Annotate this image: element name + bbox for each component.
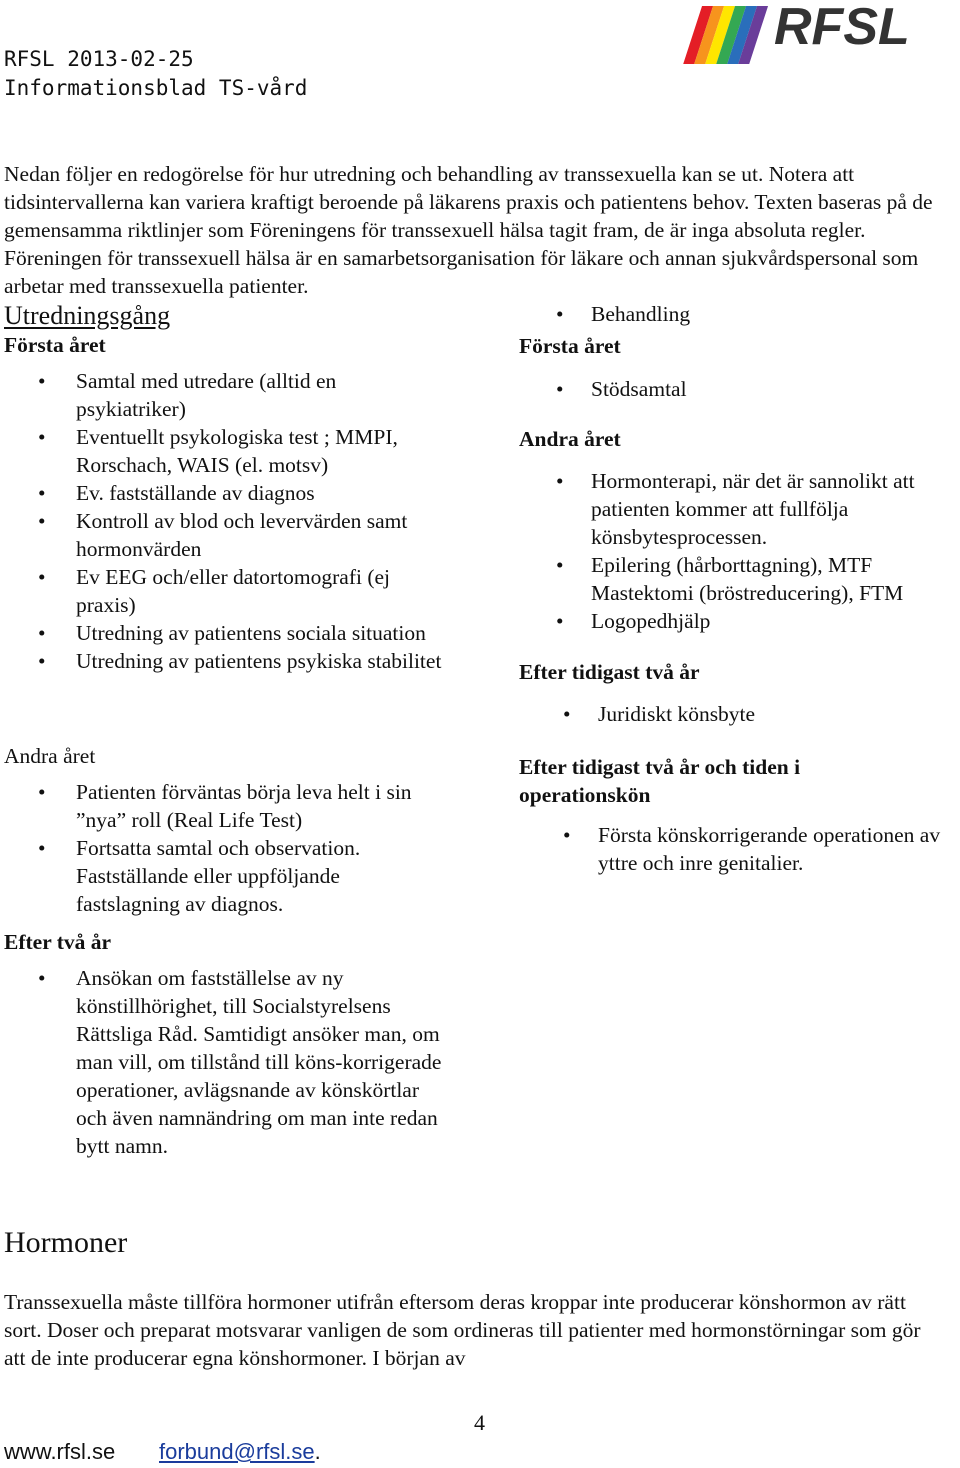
list-item: • Hormonterapi, när det är sannolikt att patienten kommer att fullfölja könsbytesprocessen. bbox=[591, 467, 960, 551]
list-item: • Ansökan om fastställelse av ny könstillhörighet, till Socialstyrelsens Rättsliga Råd. Samtidigt ansöker man, om man vill, om tillstånd till köns-korrigerade operationer, avlägsnande av könskörtlar och även namnändring om man inte redan bytt namn. bbox=[76, 964, 446, 1160]
list-item: • Eventuellt psykologiska test ; MMPI, Rorschach, WAIS (el. motsv) bbox=[76, 423, 446, 479]
right-section-title: Efter tidigast två år och tiden i operationskön bbox=[519, 755, 801, 807]
left-section-title: Andra året bbox=[4, 744, 96, 768]
left-heading: Utredningsgång bbox=[4, 301, 171, 330]
right-section-title: Andra året bbox=[519, 427, 621, 451]
right-heading: • Behandling bbox=[591, 300, 951, 328]
rainbow-logo-icon bbox=[678, 0, 960, 70]
footer-email-link[interactable]: forbund@rfsl.se bbox=[159, 1439, 315, 1464]
page-number: 4 bbox=[474, 1410, 485, 1435]
right-section-title: Första året bbox=[519, 334, 621, 358]
list-item: • Ev. fastställande av diagnos bbox=[76, 479, 446, 507]
right-list-second-year bbox=[591, 467, 960, 635]
list-item: • Kontroll av blod och levervärden samt hormonvärden bbox=[76, 507, 446, 563]
footer-website[interactable]: www.rfsl.se bbox=[4, 1439, 116, 1464]
document-type: Informationsblad TS-vård bbox=[4, 76, 308, 100]
right-heading-list bbox=[591, 300, 951, 328]
hormoner-paragraph: Transsexuella måste tillföra hormoner utifrån eftersom deras kroppar inte producerar könshormon av rätt sort. Doser och preparat motsvarar vanligen de som ordineras till patienter med hormonstörningar som gör att de inte producerar egna könshormoner. I början av bbox=[4, 1290, 921, 1370]
list-item: • Stödsamtal bbox=[591, 375, 951, 403]
rfsl-logo bbox=[678, 0, 960, 70]
document-date: RFSL 2013-02-25 bbox=[4, 47, 194, 71]
list-item: • Ev EEG och/eller datortomografi (ej praxis) bbox=[76, 563, 446, 619]
right-list-legal bbox=[598, 700, 958, 728]
list-item: • Första könskorrigerande operationen av yttre och inre genitalier. bbox=[598, 821, 960, 877]
right-list-surgery bbox=[598, 821, 960, 877]
list-item: • Fortsatta samtal och observation. Fastställande eller uppföljande fastslagning av diagnos. bbox=[76, 834, 446, 918]
list-item: • Utredning av patientens sociala situation bbox=[76, 619, 446, 647]
list-item: • Patienten förväntas börja leva helt i sin ”nya” roll (Real Life Test) bbox=[76, 778, 446, 834]
left-list-first-year bbox=[76, 367, 446, 675]
left-section-title: Första året bbox=[4, 333, 106, 357]
right-list-first-year bbox=[591, 375, 951, 403]
footer-email-suffix: . bbox=[314, 1439, 321, 1464]
right-section-title: Efter tidigast två år bbox=[519, 660, 700, 684]
list-item: • Juridiskt könsbyte bbox=[598, 700, 958, 728]
list-item: • Logopedhjälp bbox=[591, 607, 960, 635]
left-list-second-year bbox=[76, 778, 446, 918]
list-item: • Epilering (hårborttagning), MTF Mastektomi (bröstreducering), FTM bbox=[591, 551, 960, 607]
list-item: • Utredning av patientens psykiska stabilitet bbox=[76, 647, 446, 675]
section-heading-hormoner: Hormoner bbox=[4, 1226, 128, 1259]
left-section-title: Efter två år bbox=[4, 930, 112, 954]
list-item: • Samtal med utredare (alltid en psykiatriker) bbox=[76, 367, 446, 423]
logo-text: RFSL bbox=[774, 0, 910, 56]
left-list-after-two-years bbox=[76, 964, 446, 1160]
intro-paragraph: Nedan följer en redogörelse för hur utredning och behandling av transsexuella kan se ut. Notera att tidsintervallerna kan variera kraftigt beroende på läkarens praxis och patientens behov. Texten baseras på de gemensamma riktlinjer som Föreningens för transsexuell hälsa tagit fram, de är inga absoluta regler. Föreningen för transsexuell hälsa är en samarbetsorganisation för läkare och annan sjukvårdspersonal som arbetar med transsexuella patienter. bbox=[4, 162, 933, 298]
